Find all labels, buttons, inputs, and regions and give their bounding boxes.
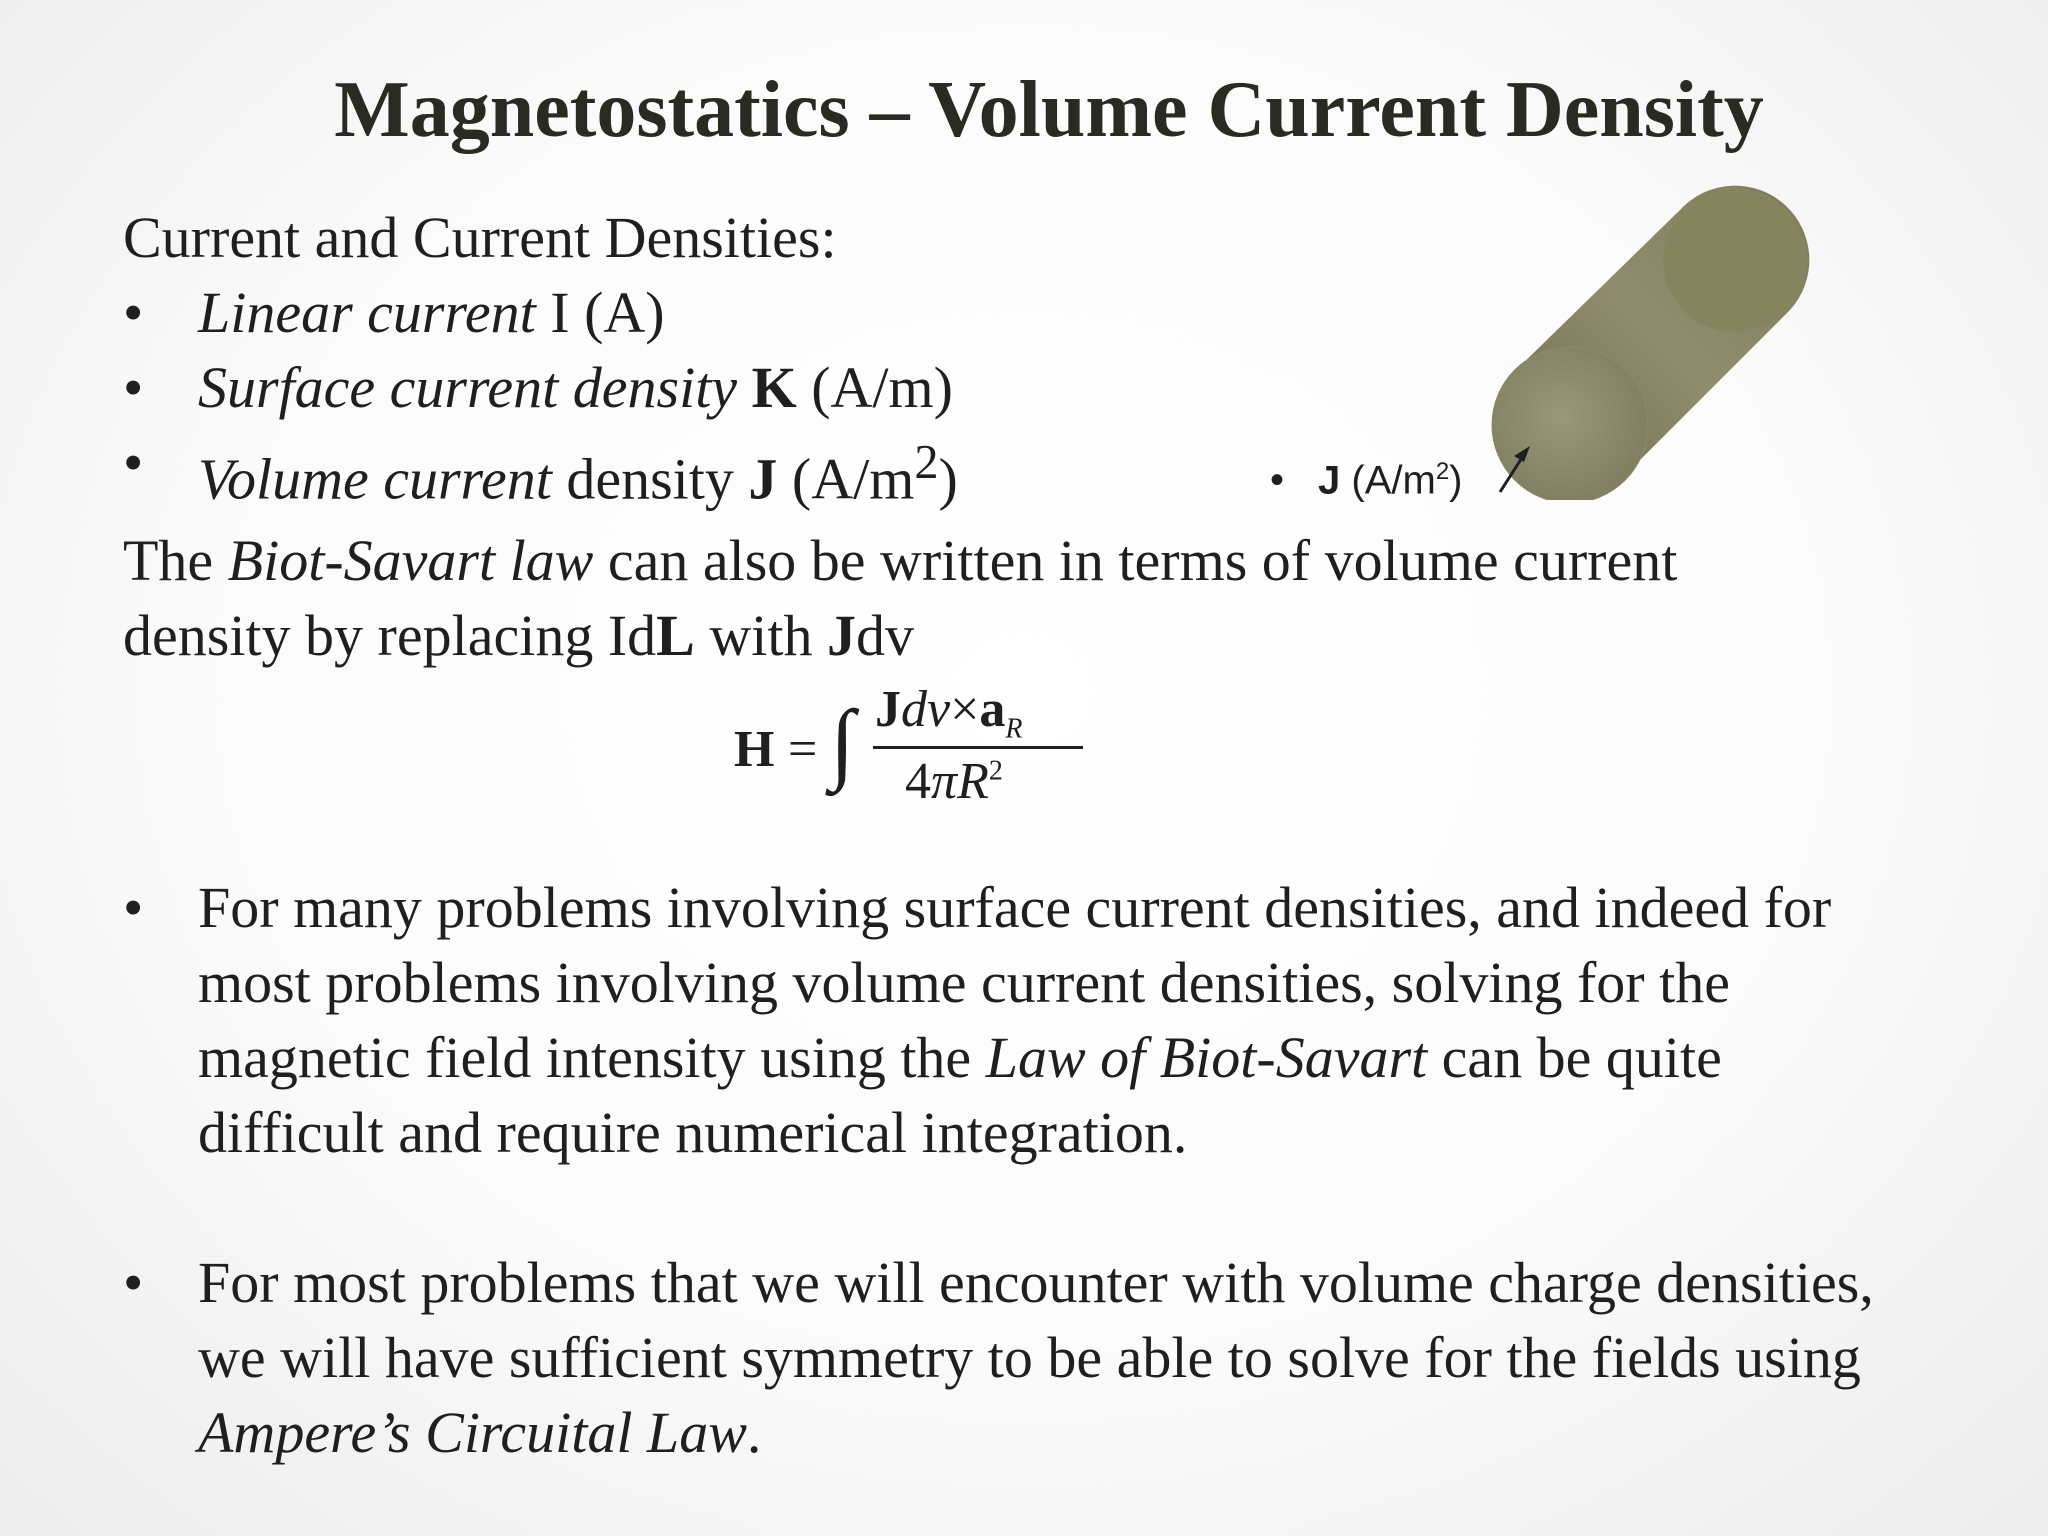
note-ampere-symmetry: • For most problems that we will encounter with volume charge densities, we will have sufficient symmetry to be able to solve for the fields using Ampere’s Circuital Law. <box>123 1245 1903 1470</box>
bullet-dot: • <box>123 430 144 495</box>
equation-lhs: H <box>734 721 775 778</box>
list-item-linear-current: • Linear current I (A) <box>123 275 958 350</box>
integral-sign: ∫ <box>830 693 855 792</box>
fraction-line <box>873 746 1083 749</box>
bullet-dot: • <box>123 280 144 345</box>
bullet-dot: • <box>123 1250 144 1315</box>
equation-numerator: $Jdv\times a_R$ <box>875 681 1023 745</box>
bullet-dot: • <box>123 875 144 940</box>
cylinder-front-cap <box>1492 347 1648 500</box>
slide-title: Magnetostatics – Volume Current Density <box>334 66 1764 154</box>
intro-heading: Current and Current Densities: <box>123 205 837 270</box>
current-types-list <box>123 275 958 516</box>
current-density-label: • J $(A/m^2)$ <box>1270 458 1463 503</box>
bullet-dot: • <box>123 355 144 420</box>
list-item-volume-current: • Volume current density J $(A/m^2)$ <box>123 425 958 516</box>
equation-denominator: $4\pi R^2$ <box>905 753 1003 810</box>
biot-savart-equation <box>730 680 1090 820</box>
equals-sign: = <box>788 721 818 778</box>
note-biot-savart-difficulty: • For many problems involving surface current densities, and indeed for most problems involving volume current densities, solving for the magnetic field intensity using the Law of Biot-Savart can be quite difficult and require numerical integration. <box>123 870 1903 1170</box>
cylinder-back-cap <box>1663 188 1807 332</box>
cylinder-figure <box>1490 180 1820 500</box>
notes-list <box>123 870 1903 1470</box>
list-item-surface-current: • Surface current density K (A/m) <box>123 350 958 425</box>
biot-savart-paragraph: The Biot-Savart law can also be written in terms of volume current density by replacing IdL with Jdv <box>123 528 1678 668</box>
bullet-dot: • <box>1270 458 1285 503</box>
